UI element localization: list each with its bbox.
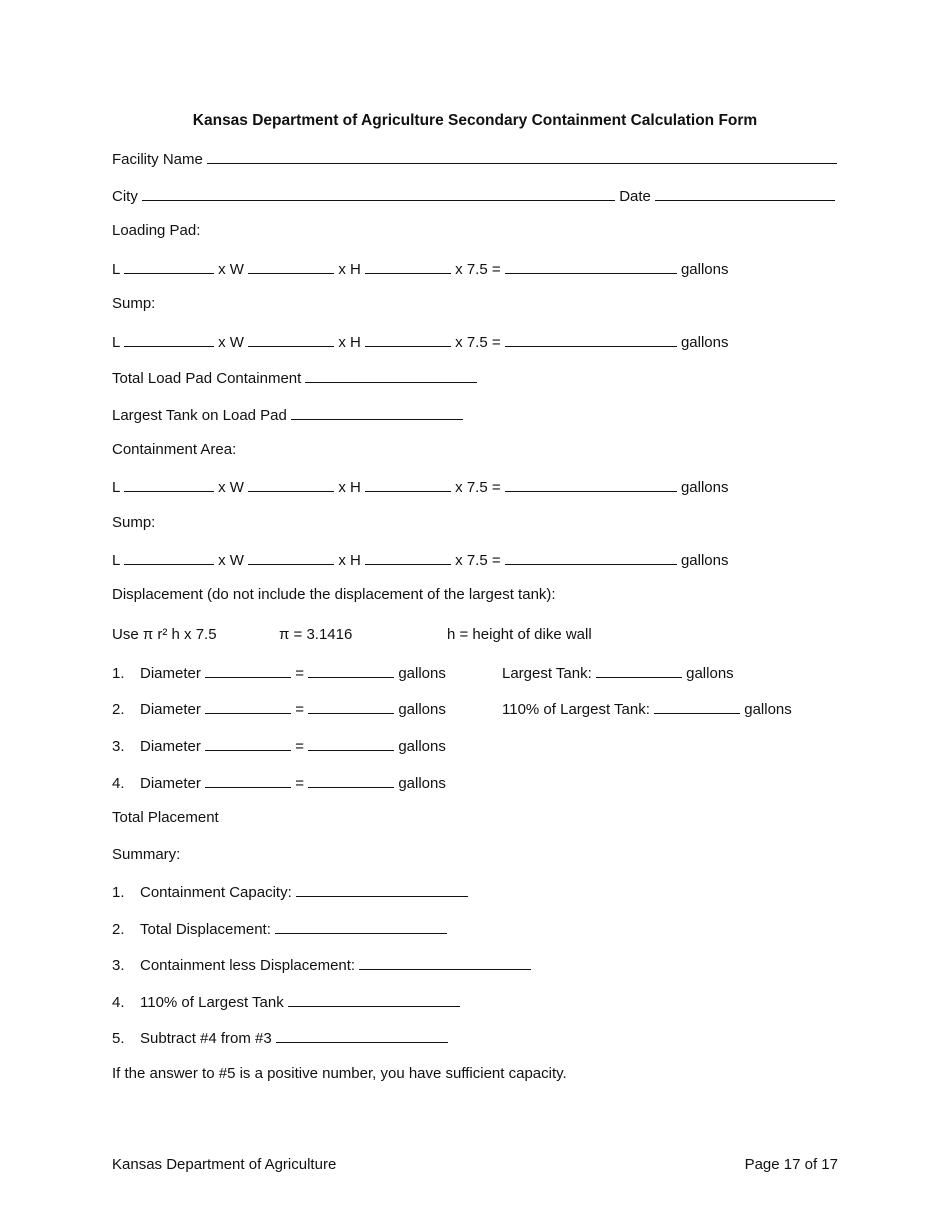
length-label: L <box>112 261 120 278</box>
containment-less-displacement-field[interactable] <box>359 955 531 970</box>
gallons-label: gallons <box>398 775 446 792</box>
city-row <box>112 186 835 206</box>
length-label: L <box>112 334 120 351</box>
loading-pad-calc-row <box>112 259 729 279</box>
equals-sign: = <box>295 775 304 792</box>
gallons-field[interactable] <box>308 773 394 788</box>
length-label: L <box>112 552 120 569</box>
equals-sign: = <box>295 701 304 718</box>
summary-item-label: 110% of Largest Tank <box>140 994 284 1011</box>
gallons-label: gallons <box>744 701 792 718</box>
diameter-row <box>112 663 446 683</box>
row-number: 1. <box>112 884 125 901</box>
total-load-pad-row <box>112 368 477 388</box>
gallons-field[interactable] <box>505 259 677 274</box>
formula-text: Use π r² h x 7.5 <box>112 626 217 643</box>
pct-largest-tank-field[interactable] <box>654 699 740 714</box>
diameter-row <box>112 736 446 756</box>
diameter-row <box>112 699 446 719</box>
summary-item <box>112 955 531 975</box>
height-label: x H <box>338 334 361 351</box>
total-placement-label: Total Placement <box>112 809 219 826</box>
row-number: 1. <box>112 665 125 682</box>
largest-tank-load-pad-label: Largest Tank on Load Pad <box>112 407 287 424</box>
diameter-label: Diameter <box>140 738 201 755</box>
largest-tank-row <box>502 663 734 683</box>
width-label: x W <box>218 479 244 496</box>
width-field[interactable] <box>248 259 334 274</box>
row-number: 4. <box>112 994 125 1011</box>
gallons-label: gallons <box>686 665 734 682</box>
row-number: 2. <box>112 701 125 718</box>
width-label: x W <box>218 261 244 278</box>
length-field[interactable] <box>124 550 214 565</box>
diameter-label: Diameter <box>140 665 201 682</box>
containment-area-heading: Containment Area: <box>112 441 237 458</box>
date-label: Date <box>619 188 651 205</box>
gallons-field[interactable] <box>308 736 394 751</box>
largest-tank-load-pad-row <box>112 405 463 425</box>
factor-label: x 7.5 = <box>455 334 501 351</box>
pct-largest-tank-row <box>502 699 792 719</box>
footer-agency: Kansas Department of Agriculture <box>112 1156 337 1173</box>
diameter-row <box>112 773 446 793</box>
gallons-field[interactable] <box>505 477 677 492</box>
summary-item-label: Containment less Displacement: <box>140 957 356 974</box>
diameter-label: Diameter <box>140 701 201 718</box>
equals-sign: = <box>295 738 304 755</box>
displacement-heading: Displacement (do not include the displacement of the largest tank): <box>112 586 556 603</box>
loading-pad-heading: Loading Pad: <box>112 222 201 239</box>
summary-item <box>112 882 468 902</box>
diameter-field[interactable] <box>205 773 291 788</box>
summary-item-label: Subtract #4 from #3 <box>140 1030 272 1047</box>
length-field[interactable] <box>124 477 214 492</box>
height-field[interactable] <box>365 332 451 347</box>
factor-label: x 7.5 = <box>455 261 501 278</box>
length-label: L <box>112 479 120 496</box>
largest-tank-load-pad-field[interactable] <box>291 405 463 420</box>
length-field[interactable] <box>124 259 214 274</box>
diameter-field[interactable] <box>205 663 291 678</box>
total-load-pad-label: Total Load Pad Containment <box>112 370 302 387</box>
gallons-label: gallons <box>398 665 446 682</box>
width-field[interactable] <box>248 477 334 492</box>
gallons-field[interactable] <box>505 550 677 565</box>
height-field[interactable] <box>365 550 451 565</box>
gallons-field[interactable] <box>308 663 394 678</box>
loading-sump-calc-row <box>112 332 729 352</box>
width-label: x W <box>218 552 244 569</box>
city-field[interactable] <box>142 186 615 201</box>
row-number: 2. <box>112 921 125 938</box>
summary-item <box>112 919 447 939</box>
facility-name-field[interactable] <box>207 149 837 164</box>
sump-heading: Sump: <box>112 295 156 312</box>
containment-capacity-field[interactable] <box>296 882 468 897</box>
pi-value: π = 3.1416 <box>279 626 353 643</box>
date-field[interactable] <box>655 186 835 201</box>
factor-label: x 7.5 = <box>455 552 501 569</box>
gallons-label: gallons <box>680 334 729 351</box>
gallons-label: gallons <box>680 479 729 496</box>
gallons-label: gallons <box>680 261 729 278</box>
sump-heading: Sump: <box>112 514 156 531</box>
summary-item-label: Containment Capacity: <box>140 884 292 901</box>
height-field[interactable] <box>365 259 451 274</box>
height-label: x H <box>338 479 361 496</box>
facility-name-row <box>112 149 837 169</box>
width-label: x W <box>218 334 244 351</box>
footer-page-number: Page 17 of 17 <box>744 1156 838 1173</box>
height-field[interactable] <box>365 477 451 492</box>
height-label: x H <box>338 261 361 278</box>
factor-label: x 7.5 = <box>455 479 501 496</box>
city-label: City <box>112 188 138 205</box>
facility-name-label: Facility Name <box>112 151 203 168</box>
diameter-field[interactable] <box>205 699 291 714</box>
row-number: 4. <box>112 775 125 792</box>
summary-item-label: Total Displacement: <box>140 921 271 938</box>
subtract-result-field[interactable] <box>276 1028 448 1043</box>
largest-tank-field[interactable] <box>596 663 682 678</box>
summary-item <box>112 1028 448 1048</box>
gallons-field[interactable] <box>505 332 677 347</box>
row-number: 3. <box>112 738 125 755</box>
pct-largest-tank-summary-field[interactable] <box>288 992 460 1007</box>
conclusion-text: If the answer to #5 is a positive number, you have sufficient capacity. <box>112 1065 567 1082</box>
diameter-label: Diameter <box>140 775 201 792</box>
length-field[interactable] <box>124 332 214 347</box>
largest-tank-label: Largest Tank: <box>502 665 592 682</box>
gallons-label: gallons <box>680 552 729 569</box>
summary-item <box>112 992 460 1012</box>
h-definition: h = height of dike wall <box>447 626 592 643</box>
containment-sump-calc-row <box>112 550 729 570</box>
gallons-label: gallons <box>398 701 446 718</box>
summary-heading: Summary: <box>112 846 181 863</box>
height-label: x H <box>338 552 361 569</box>
row-number: 3. <box>112 957 125 974</box>
width-field[interactable] <box>248 332 334 347</box>
row-number: 5. <box>112 1030 125 1047</box>
width-field[interactable] <box>248 550 334 565</box>
gallons-field[interactable] <box>308 699 394 714</box>
diameter-field[interactable] <box>205 736 291 751</box>
pct-largest-tank-label: 110% of Largest Tank: <box>502 701 650 718</box>
gallons-label: gallons <box>398 738 446 755</box>
total-displacement-field[interactable] <box>275 919 447 934</box>
form-title: Kansas Department of Agriculture Secondary Containment Calculation Form <box>192 112 758 129</box>
total-load-pad-field[interactable] <box>305 368 477 383</box>
containment-area-calc-row <box>112 477 729 497</box>
equals-sign: = <box>295 665 304 682</box>
